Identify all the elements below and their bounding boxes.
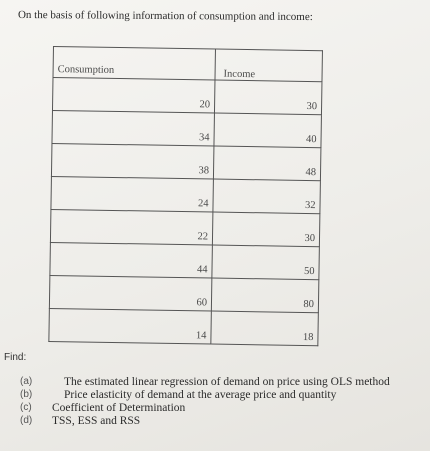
- income-cell: 32: [213, 179, 321, 214]
- question-letter: (c): [20, 402, 32, 413]
- intro-text: On the basis of following information of consumption and income:: [17, 9, 313, 24]
- table-header-row: [53, 47, 322, 82]
- question-item: [20, 389, 428, 402]
- income-cell: 50: [212, 245, 320, 280]
- question-letter: (a): [20, 376, 33, 387]
- question-item: [20, 376, 428, 389]
- find-label: Find:: [4, 352, 27, 363]
- consumption-cell: 38: [51, 143, 213, 179]
- question-letter: (d): [20, 415, 33, 426]
- question-text: The estimated linear regression of demand on price using OLS method: [64, 376, 390, 388]
- table-row: [51, 143, 320, 180]
- consumption-cell: 44: [50, 242, 212, 278]
- question-text: Price elasticity of demand at the average price and quantity: [64, 389, 337, 401]
- consumption-cell: 14: [49, 308, 211, 344]
- income-cell: 80: [211, 278, 319, 313]
- question-letter: (b): [20, 389, 33, 400]
- income-cell: 40: [214, 113, 322, 148]
- question-text: Coefficient of Determination: [52, 402, 186, 414]
- question-item: [20, 415, 428, 428]
- table-row: [51, 176, 320, 213]
- table-row: [49, 275, 318, 312]
- consumption-cell: 60: [49, 275, 211, 311]
- consumption-cell: 24: [51, 176, 213, 212]
- question-item: [20, 402, 428, 415]
- table-row: [52, 78, 321, 115]
- income-cell: 18: [211, 311, 319, 346]
- table-row: [52, 110, 321, 147]
- consumption-cell: 20: [52, 78, 214, 114]
- income-header: Income: [215, 49, 322, 82]
- data-table: [48, 46, 323, 346]
- questions-list: [20, 376, 428, 428]
- table-row: [49, 308, 318, 345]
- table-row: [50, 242, 319, 279]
- consumption-cell: 34: [52, 110, 214, 146]
- consumption-cell: 22: [50, 209, 212, 245]
- table-row: [50, 209, 319, 246]
- income-cell: 30: [214, 80, 322, 115]
- question-text: TSS, ESS and RSS: [52, 415, 141, 427]
- consumption-header: Consumption: [53, 47, 215, 81]
- income-cell: 48: [213, 146, 321, 181]
- income-cell: 30: [212, 212, 320, 247]
